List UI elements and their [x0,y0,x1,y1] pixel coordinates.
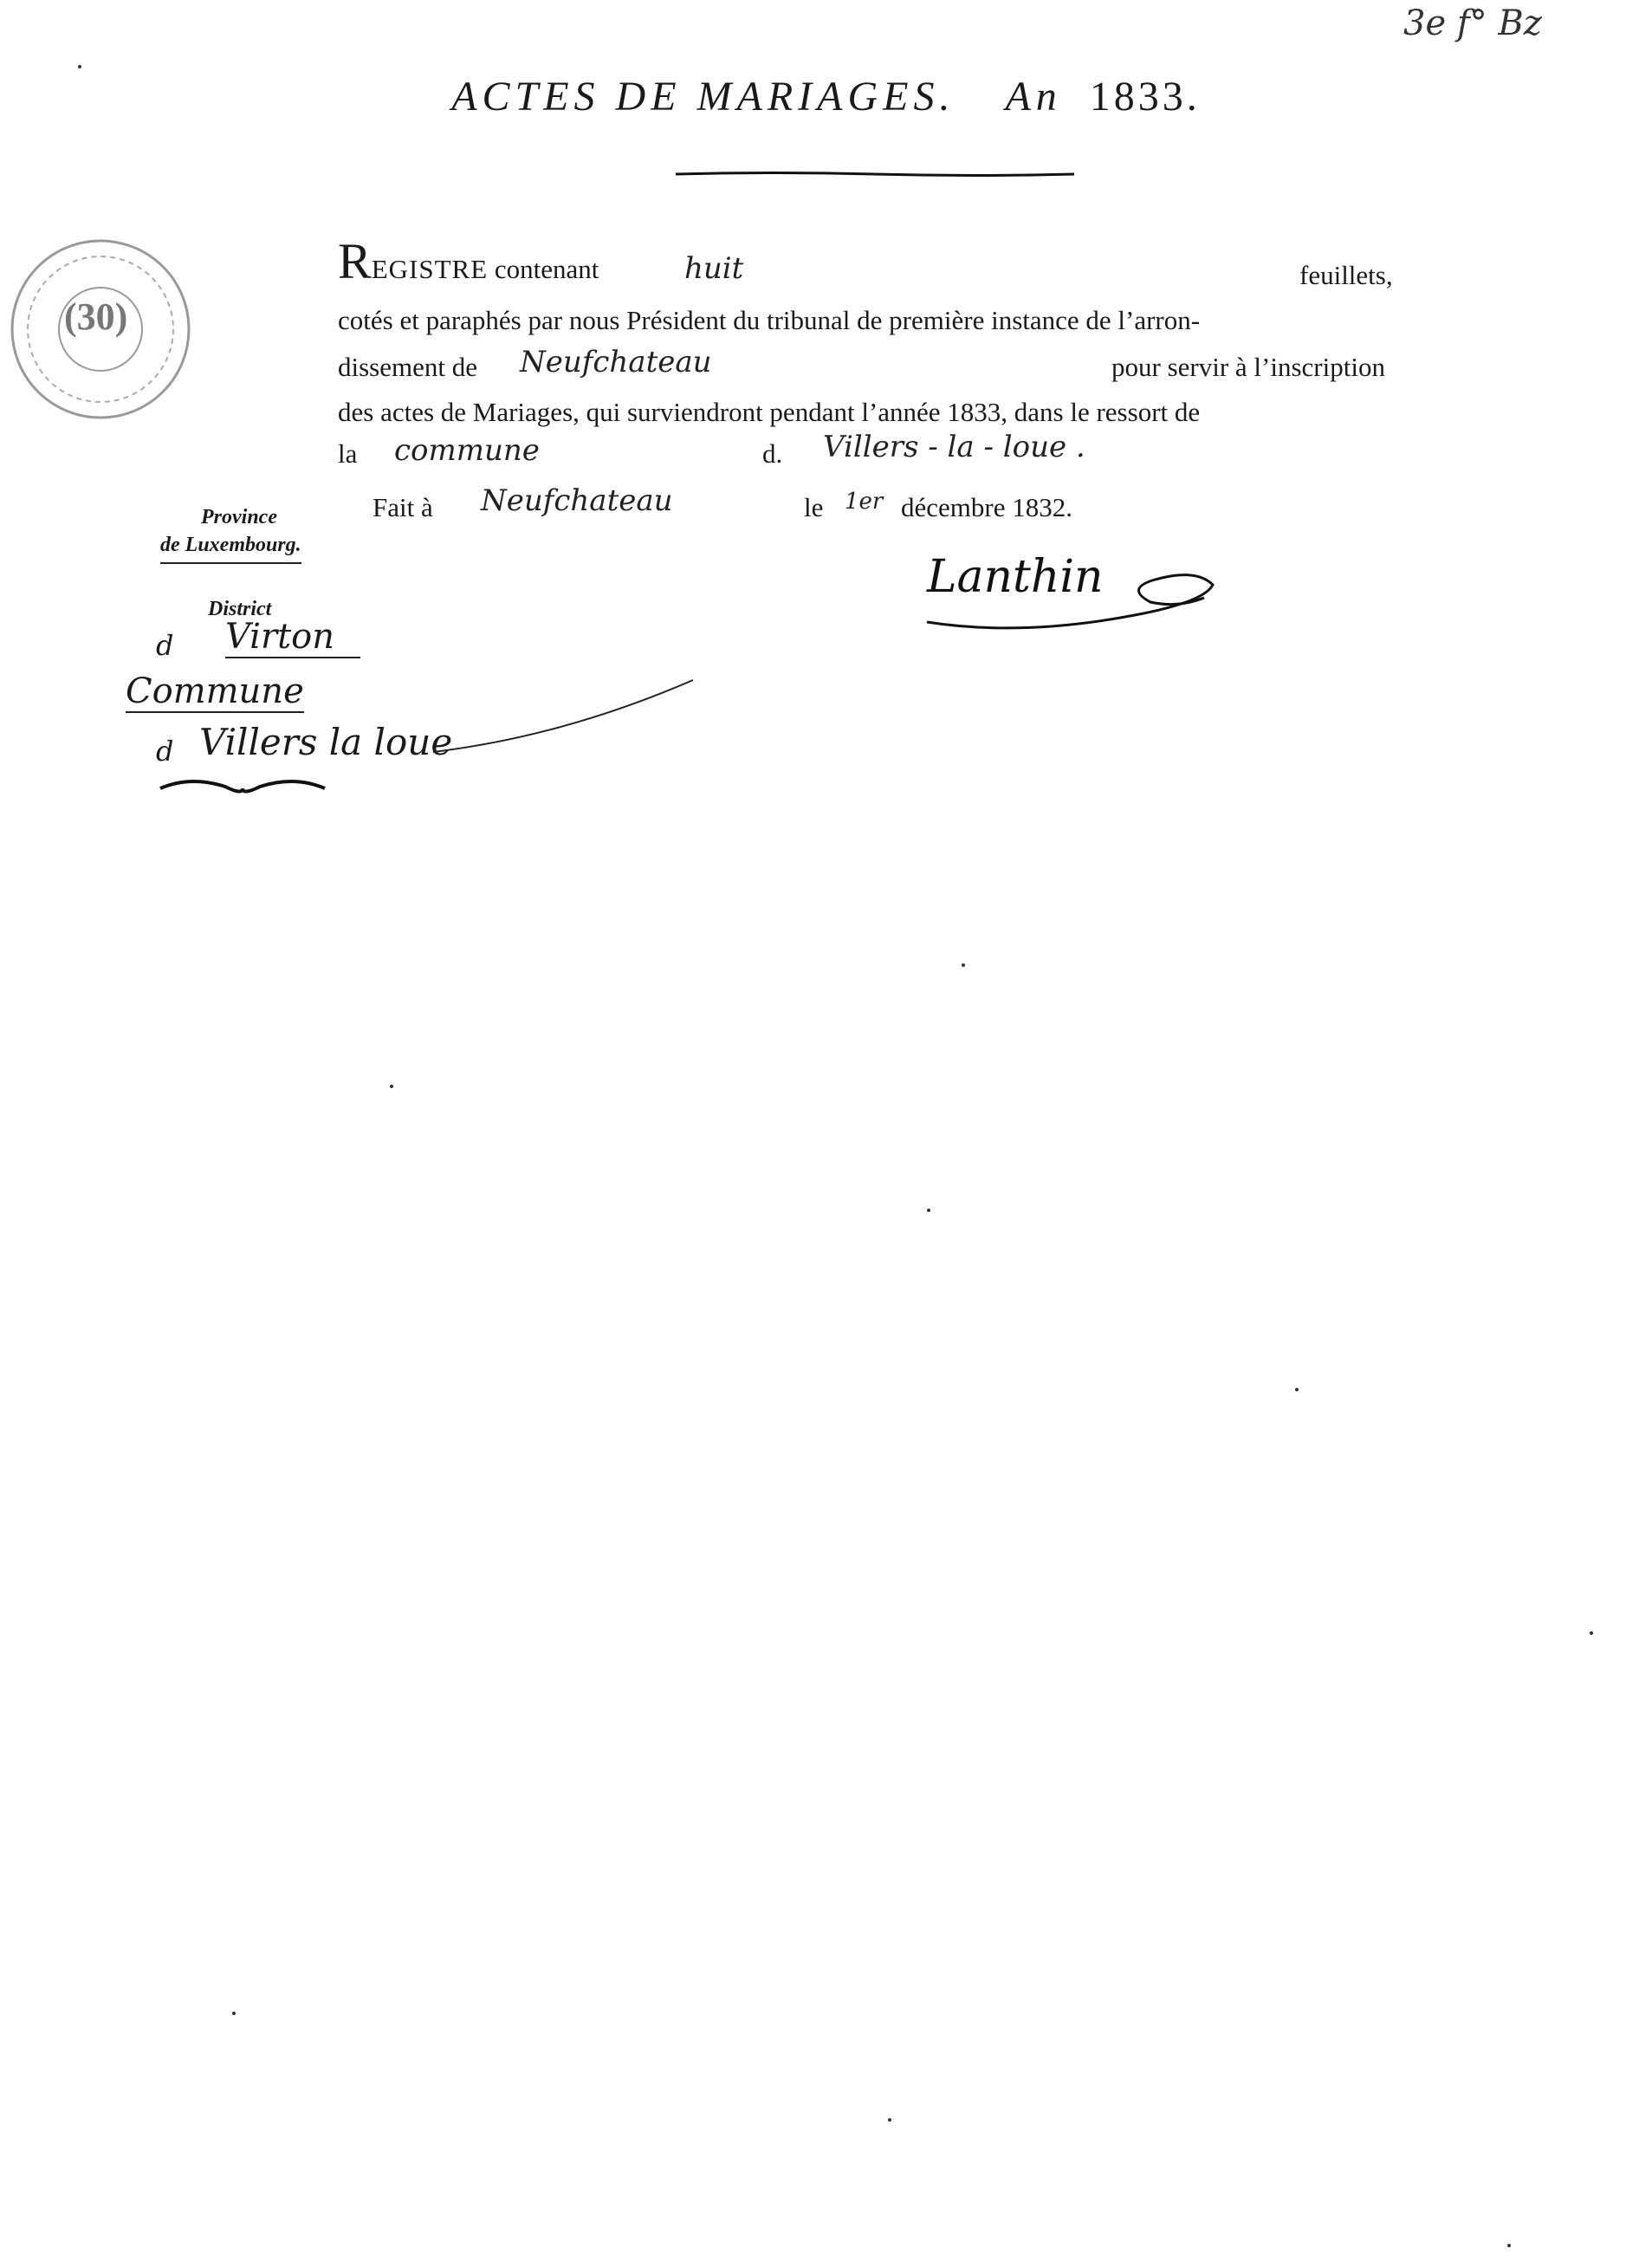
registre-initial: R [338,233,372,289]
registre-line-4: des actes de Mariages, qui surviendront pendant l’année 1833, dans le ressort de [338,397,1201,427]
contenant-text: contenant [494,254,599,284]
title-an-label: An [1005,74,1062,120]
handwritten-arrondissement: Neufchateau [520,345,712,379]
handwritten-commune-label: commune [394,433,540,468]
margin-district-name: Virton [225,617,360,658]
registre-line-5-prefix: la [338,438,358,469]
registre-line-3-suffix: pour servir à l’inscription [1111,352,1385,382]
feuillets-text: feuillets, [1299,260,1393,290]
paper-speck [232,2012,236,2015]
handwritten-commune-name: Villers - la - loue . [823,430,1085,464]
margin-commune-name: Villers la loue [199,721,453,763]
signature-flourish-icon [918,554,1230,650]
paper-speck [888,2118,891,2122]
title-rule [676,172,1074,177]
paper-speck [927,1209,930,1212]
fait-le: le [804,492,824,522]
handwritten-leaf-count: huit [684,251,744,286]
margin-district-prefix: d [156,629,174,662]
paper-speck [1295,1388,1299,1391]
margin-flourish-icon [156,771,329,806]
margin-commune-label: Commune [126,671,304,711]
handwritten-place: Neufchateau [481,483,673,518]
fait-date: décembre 1832. [901,492,1072,522]
margin-province: Province [201,506,277,528]
registre-line-5-de: d. [762,438,783,469]
paper-speck [390,1085,393,1088]
page-title [0,73,1652,120]
paper-speck [1507,2244,1511,2247]
margin-commune-prefix: d [156,735,174,768]
registre-line-1 [338,232,599,290]
handwriting-tail-flourish-icon [433,676,702,762]
margin-luxembourg: de Luxembourg. [160,534,301,564]
registre-word: EGISTRE [371,254,489,284]
registre-line-2: cotés et paraphés par nous Président du tribunal de première instance de l’arron- [338,305,1201,335]
fait-prefix: Fait à [373,492,433,522]
president-signature: Lanthin [927,551,1104,603]
margin-district: District [208,598,272,620]
paper-speck [1590,1631,1593,1635]
registre-line-3-prefix: dissement de [338,352,477,382]
handwritten-day: 1er [845,489,884,515]
corner-annotation: 3e f° Bz [1403,3,1542,43]
seal-number: (30) [64,295,128,338]
paper-speck [78,65,81,68]
title-text: ACTES DE MARIAGES. [451,74,956,120]
paper-speck [962,963,965,967]
title-year: 1833. [1089,74,1201,120]
